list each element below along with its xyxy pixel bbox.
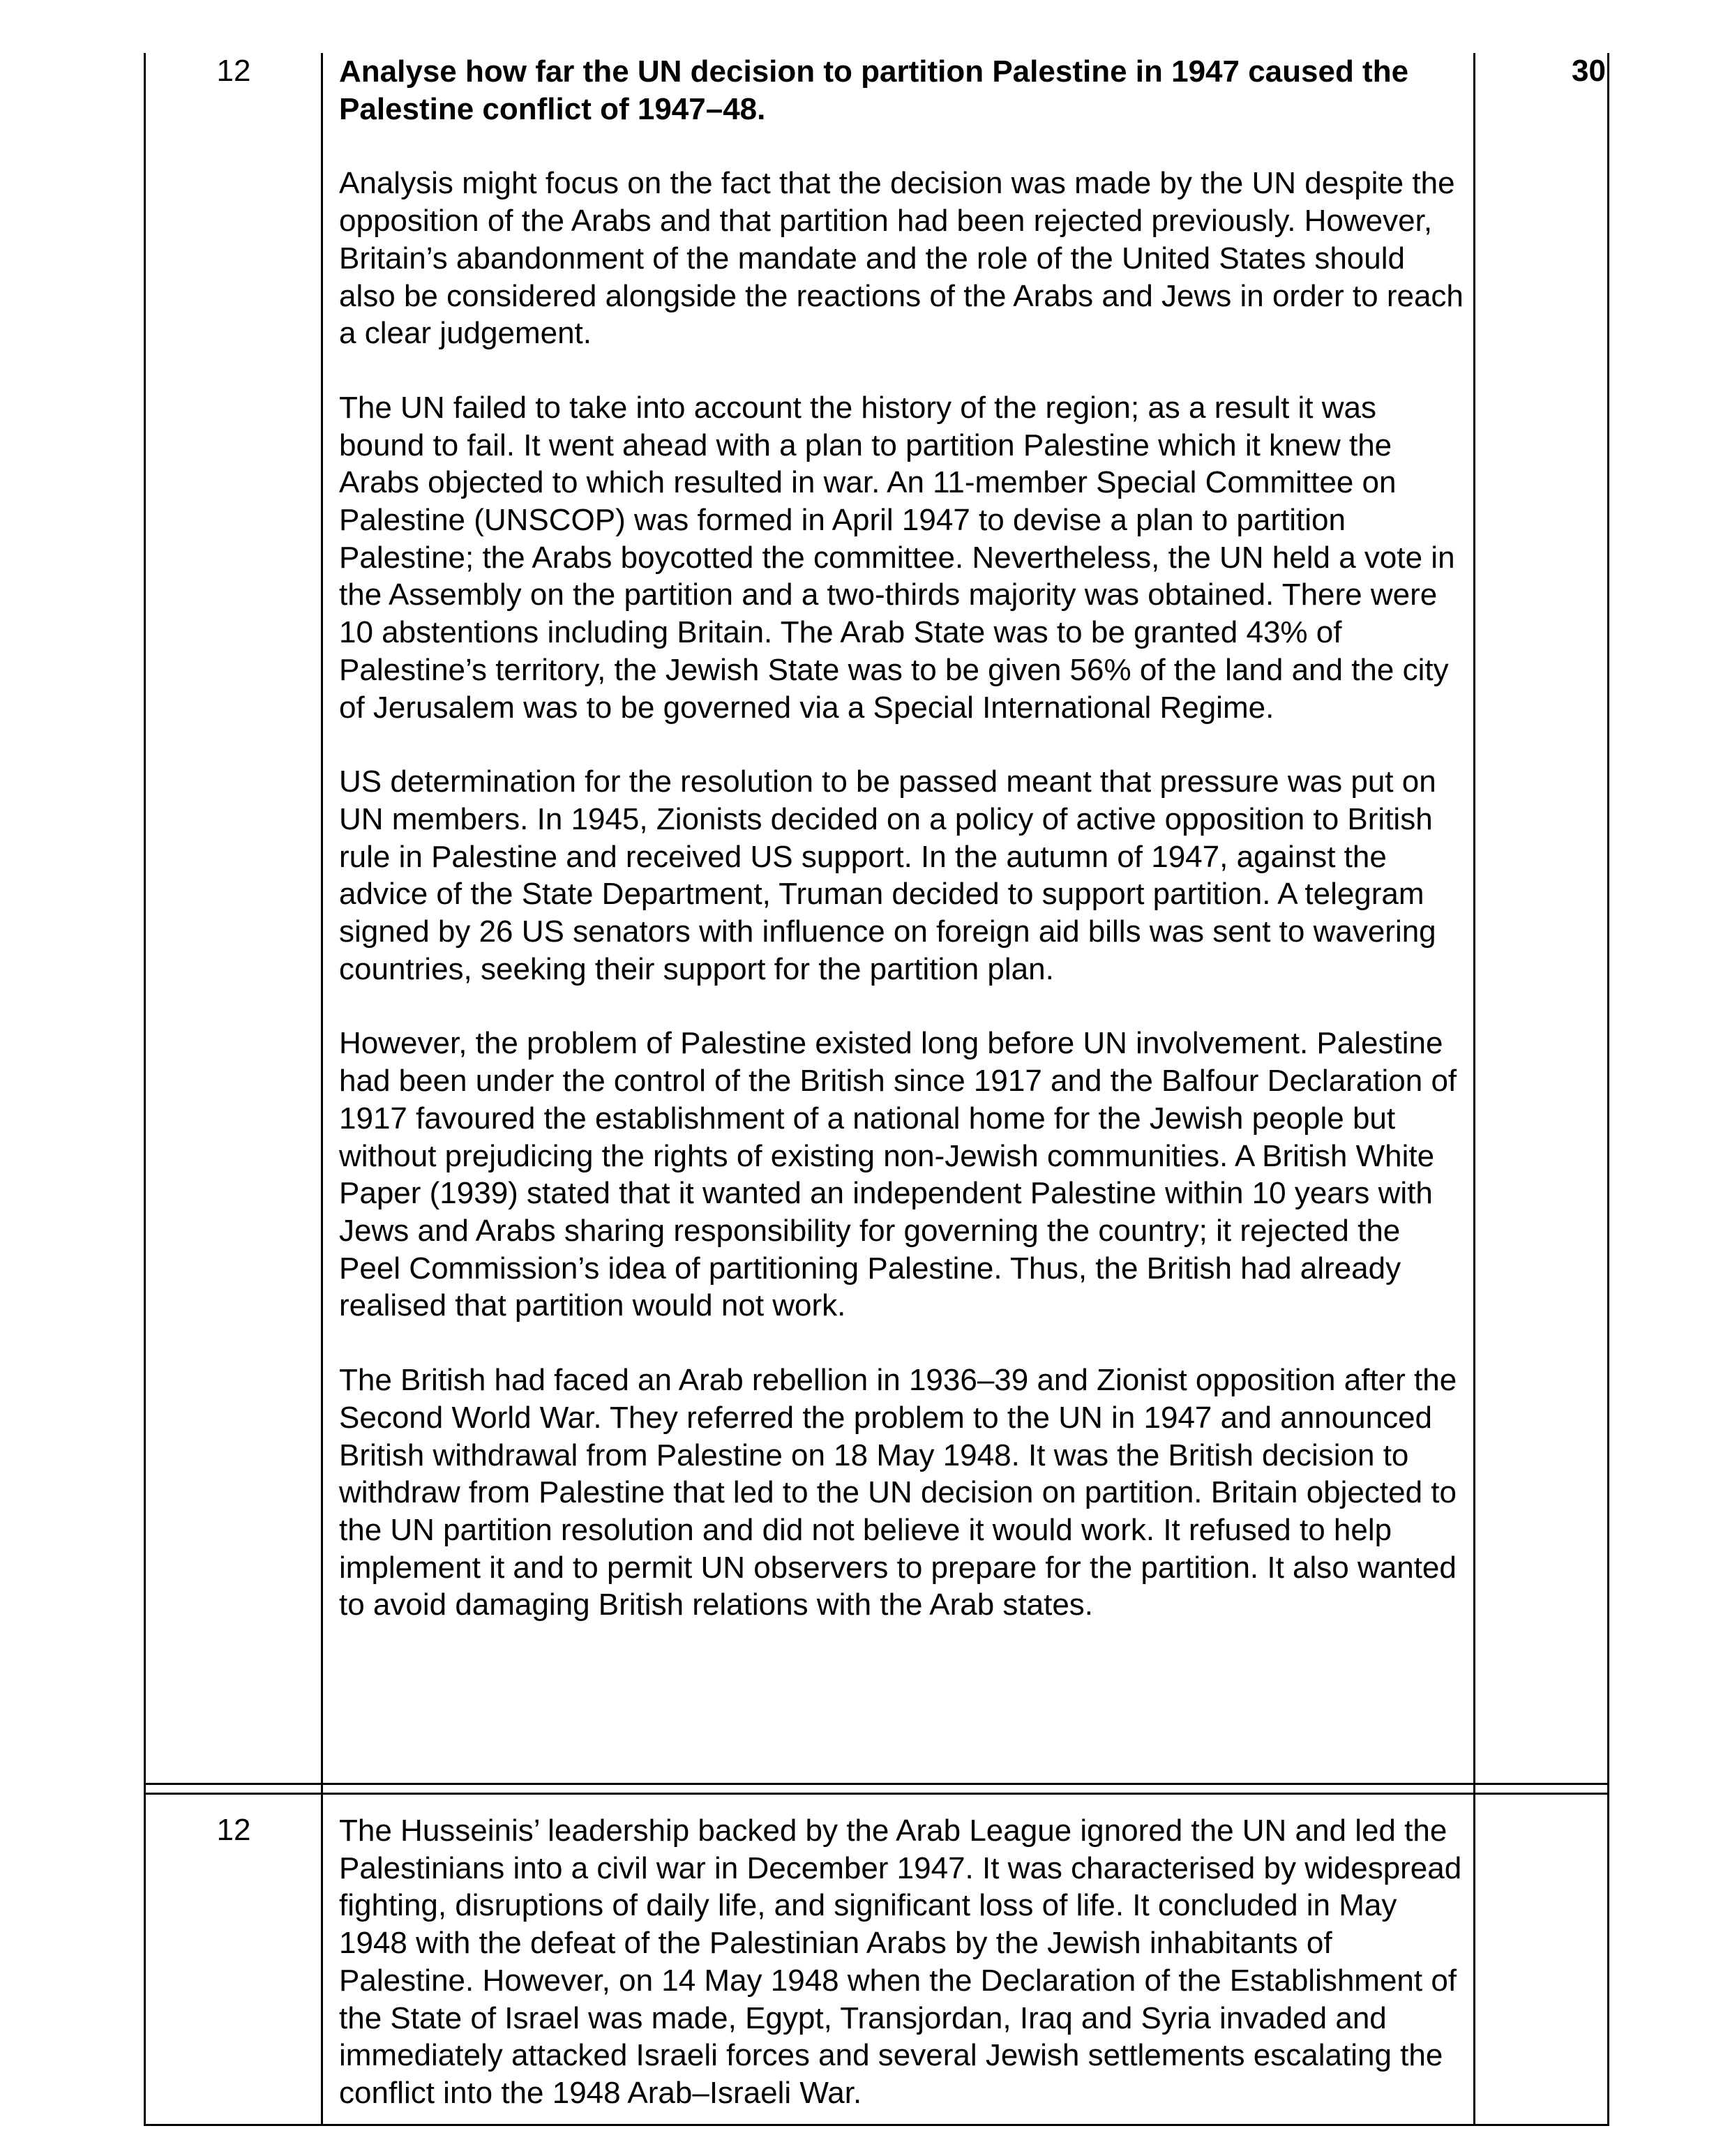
table-rule-bottom-1 [144,1783,1609,1785]
table-divider-marks-2 [1473,1793,1475,2126]
table-border-right-2 [1607,1793,1609,2126]
table-divider-marks-1 [1473,53,1475,1794]
table-border-right-1 [1607,53,1609,1794]
guidance-paragraph: However, the problem of Palestine existed long before UN involvement. Palestine had been under the control of the British since 1917 and the Balfour Declaration of 1917 favoured the establishment of a national home for the Jewish people but without prejudicing the rights of existing non-Jewish communities. A British White Paper (1939) stated that it wanted an independent Palestine within 10 years with Jews and Arabs sharing responsibility for governing the country; it rejected the Peel Commission’s idea of partitioning Palestine. Thus, the British had already realised that partition would not work. [339,1026,1457,1323]
guidance-paragraph: The Husseinis’ leadership backed by the Arab League ignored the UN and led the Palestinians into a civil war in December 1947. It was characterised by widespread fighting, disruptions of daily life, and significant loss of life. It concluded in May 1948 with the defeat of the Palestinian Arabs by the Jewish inhabitants of Palestine. However, on 14 May 1948 when the Declaration of the Establishment of the State of Israel was made, Egypt, Transjordan, Iraq and Syria invaded and immediately attacked Israeli forces and several Jewish settlements escalating the conflict into the 1948 Arab–Israeli War. [339,1814,1462,2110]
question-text: Analyse how far the UN decision to partition Palestine in 1947 caused the Palestine conflict of 1947–48. [339,54,1409,126]
answer-guidance-2 [339,1812,1469,2112]
table-divider-number-2 [321,1793,323,2126]
question-number: 12 [216,1813,251,1847]
table-border-left-1 [144,53,146,1794]
question-number: 12 [216,54,251,88]
marks-value: 30 [1572,54,1606,88]
table-rule-bottom-2 [144,2124,1609,2126]
guidance-paragraph: The UN failed to take into account the history of the region; as a result it was bound to fail. It went ahead with a plan to partition Palestine which it knew the Arabs objected to which resulted in war. An 11-member Special Committee on Palestine (UNSCOP) was formed in April 1947 to devise a plan to partition Palestine; the Arabs boycotted the committee. Nevertheless, the UN held a vote in the Assembly on the partition and a two-thirds majority was obtained. There were 10 abstentions including Britain. The Arab State was to be granted 43% of Palestine’s territory, the Jewish State was to be given 56% of the land and the city of Jerusalem was to be governed via a Special International Regime. [339,390,1455,725]
table-divider-number-1 [321,53,323,1794]
guidance-paragraph: The British had faced an Arab rebellion in 1936–39 and Zionist opposition after the Second World War. They referred the problem to the UN in 1947 and announced British withdrawal from Palestine on 18 May 1948. It was the British decision to withdraw from Palestine that led to the UN decision on partition. Britain objected to the UN partition resolution and did not believe it would work. It refused to help implement it and to permit UN observers to prepare for the partition. It also wanted to avoid damaging British relations with the Arab states. [339,1363,1457,1622]
answer-guidance-1 [339,53,1469,1624]
table-rule-top-2 [144,1793,1609,1795]
guidance-paragraph: US determination for the resolution to be passed meant that pressure was put on UN members. In 1945, Zionists decided on a policy of active opposition to British rule in Palestine and received US support. In the autumn of 1947, against the advice of the State Department, Truman decided to support partition. A telegram signed by 26 US senators with influence on foreign aid bills was sent to wavering countries, seeking their support for the partition plan. [339,764,1436,986]
table-border-left-2 [144,1793,146,2126]
guidance-paragraph: Analysis might focus on the fact that the decision was made by the UN despite the opposition of the Arabs and that partition had been rejected previously. However, Britain’s abandonment of the mandate and the role of the United States should also be considered alongside the reactions of the Arabs and Jews in order to reach a clear judgement. [339,166,1464,351]
